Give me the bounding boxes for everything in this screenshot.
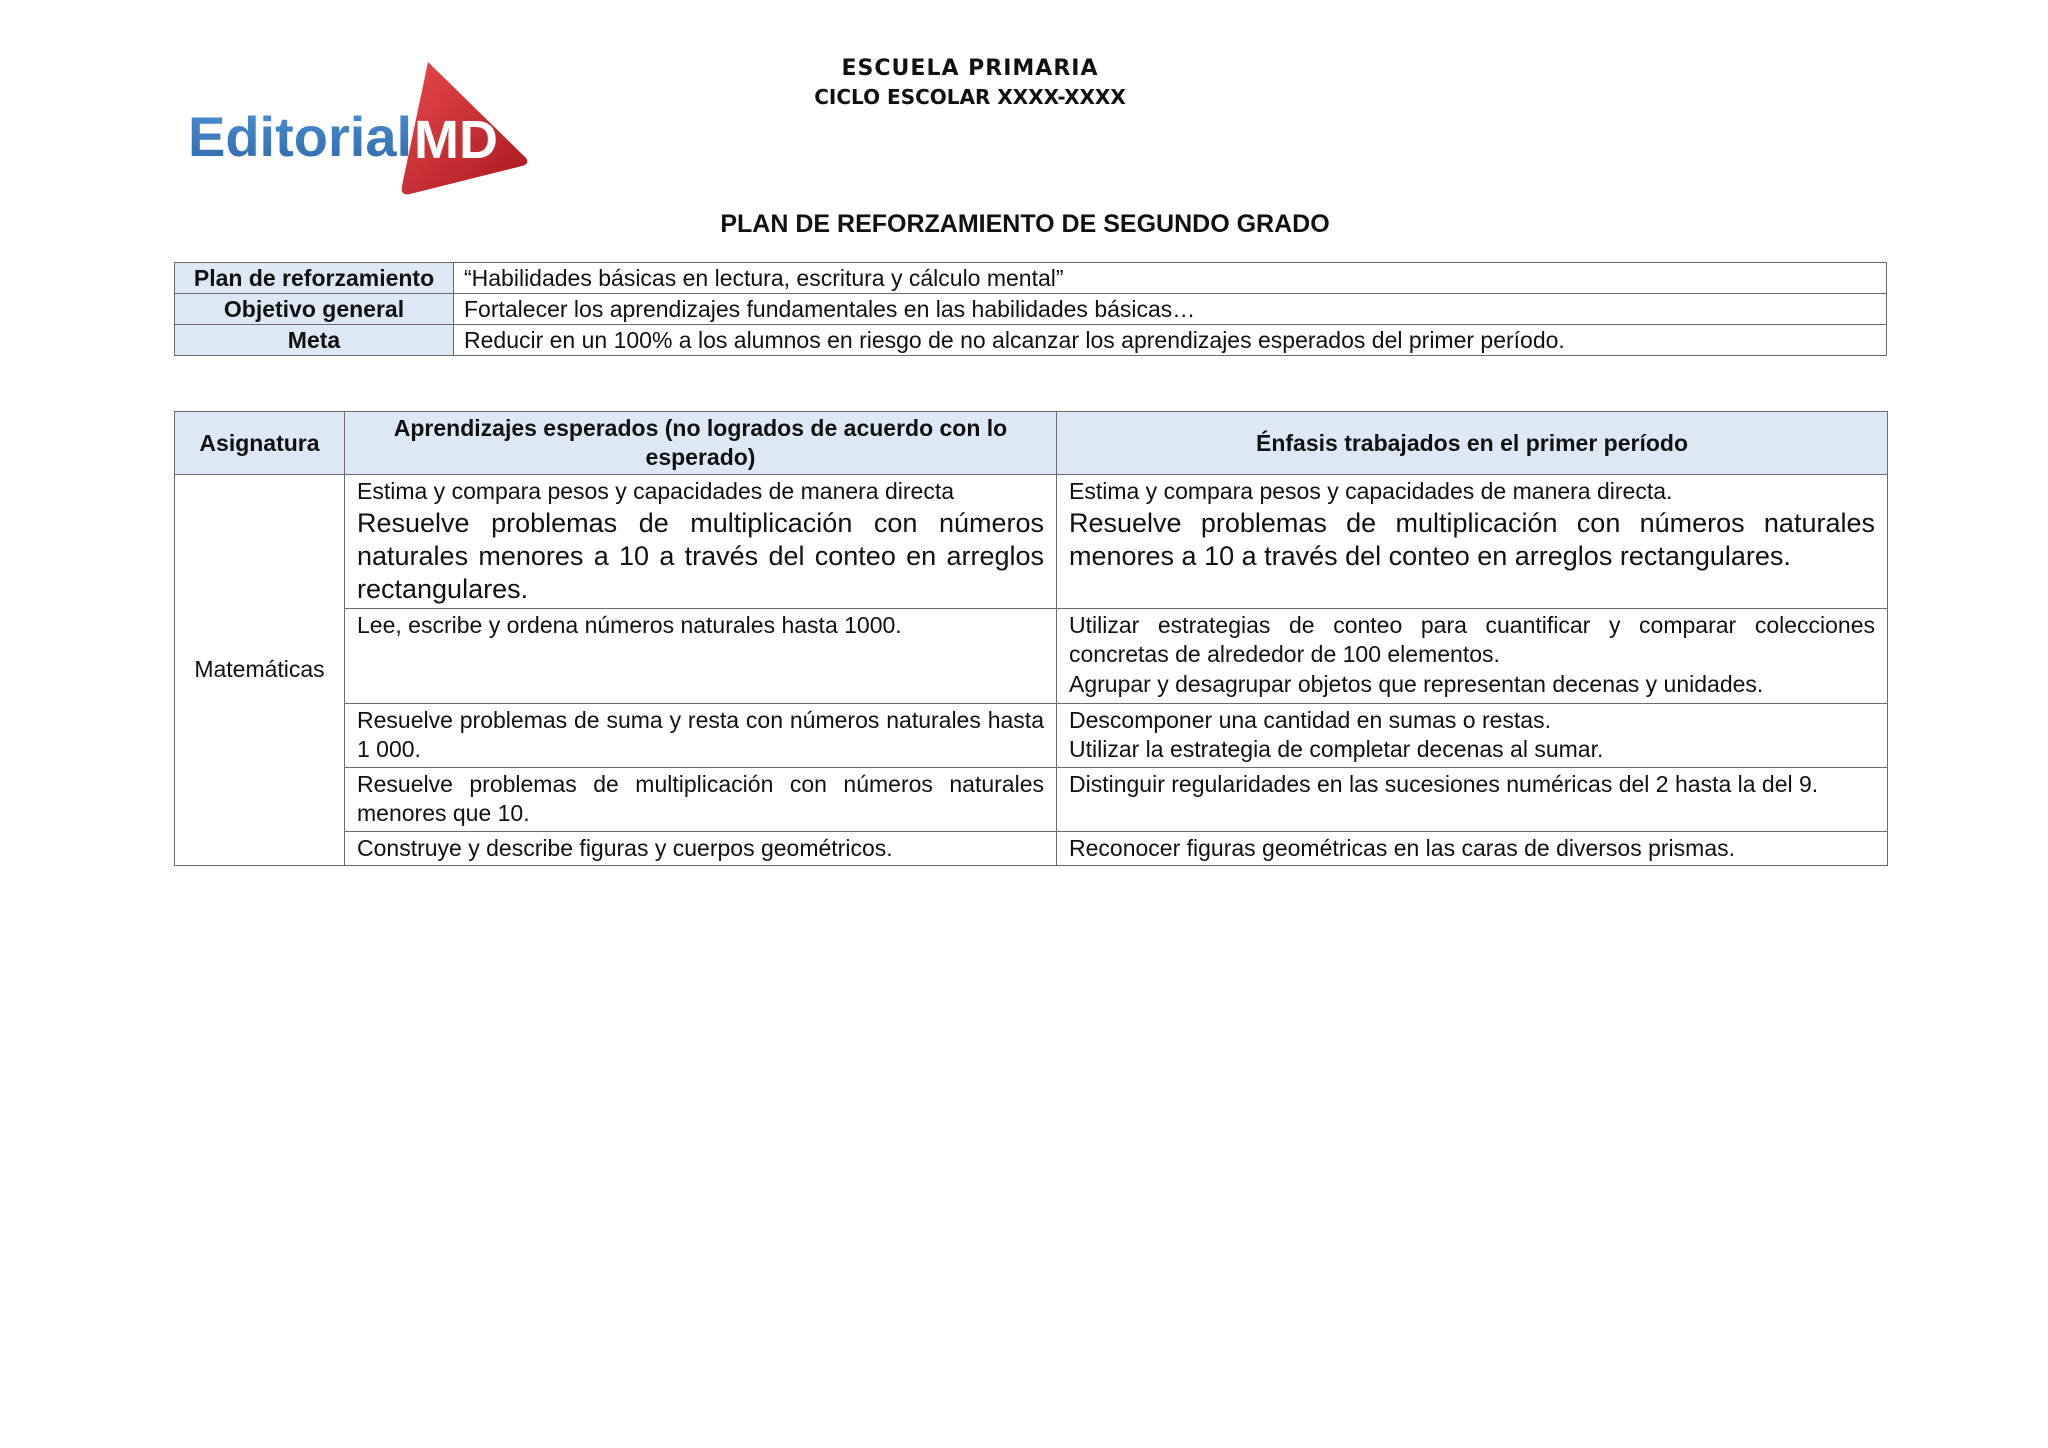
school-name: ESCUELA PRIMARIA bbox=[841, 56, 1099, 81]
table-row bbox=[175, 767, 1888, 831]
learning-cell bbox=[345, 475, 1057, 609]
svg-text:Editorial: Editorial bbox=[188, 105, 413, 168]
emphasis-line: Utilizar la estrategia de completar decenas al sumar. bbox=[1069, 736, 1604, 762]
learning-line: Resuelve problemas de multiplicación con números naturales menores a 10 a través del conteo en arreglos rectangulares. bbox=[357, 507, 1044, 604]
learning-line: Resuelve problemas de multiplicación con números naturales menores que 10. bbox=[357, 770, 1044, 826]
header-learning: Aprendizajes esperados (no logrados de acuerdo con lo esperado) bbox=[345, 412, 1057, 475]
learning-line: Construye y describe figuras y cuerpos geométricos. bbox=[357, 834, 893, 861]
emphasis-cell bbox=[1057, 703, 1888, 767]
header-emphasis: Énfasis trabajados en el primer período bbox=[1057, 412, 1888, 475]
info-value: “Habilidades básicas en lectura, escritura y cálculo mental” bbox=[454, 263, 1887, 294]
learning-table bbox=[174, 411, 1888, 866]
table-header-row bbox=[175, 412, 1888, 475]
learning-line: Resuelve problemas de suma y resta con números naturales hasta 1 000. bbox=[357, 706, 1044, 762]
emphasis-line: Estima y compara pesos y capacidades de manera directa. bbox=[1069, 478, 1673, 504]
emphasis-cell bbox=[1057, 831, 1888, 866]
editorial-md-logo bbox=[188, 58, 528, 198]
info-label: Plan de reforzamiento bbox=[175, 263, 454, 294]
school-header bbox=[660, 54, 1280, 110]
learning-line: Lee, escribe y ordena números naturales hasta 1000. bbox=[357, 611, 902, 638]
emphasis-line: Resuelve problemas de multiplicación con números naturales menores a 10 a través del conteo en arreglos rectangulares. bbox=[1069, 507, 1875, 571]
table-row bbox=[175, 475, 1888, 609]
emphasis-cell bbox=[1057, 608, 1888, 703]
learning-cell bbox=[345, 831, 1057, 866]
learning-cell bbox=[345, 703, 1057, 767]
table-row bbox=[175, 608, 1888, 703]
learning-cell bbox=[345, 608, 1057, 703]
learning-cell bbox=[345, 767, 1057, 831]
subject-cell: Matemáticas bbox=[175, 475, 345, 866]
info-row bbox=[175, 325, 1887, 356]
school-cycle: CICLO ESCOLAR XXXX-XXXX bbox=[814, 85, 1126, 109]
plan-title: PLAN DE REFORZAMIENTO DE SEGUNDO GRADO bbox=[720, 210, 1330, 238]
info-value: Reducir en un 100% a los alumnos en riesgo de no alcanzar los aprendizajes esperados del primer período. bbox=[454, 325, 1887, 356]
emphasis-cell bbox=[1057, 767, 1888, 831]
table-row bbox=[175, 831, 1888, 866]
emphasis-line: Reconocer figuras geométricas en las caras de diversos prismas. bbox=[1069, 834, 1736, 861]
table-row bbox=[175, 703, 1888, 767]
learning-line: Estima y compara pesos y capacidades de manera directa bbox=[357, 478, 955, 504]
emphasis-line: Descomponer una cantidad en sumas o restas. bbox=[1069, 706, 1551, 733]
info-row bbox=[175, 263, 1887, 294]
info-value: Fortalecer los aprendizajes fundamentales en las habilidades básicas… bbox=[454, 294, 1887, 325]
info-row bbox=[175, 294, 1887, 325]
emphasis-cell bbox=[1057, 475, 1888, 609]
info-label: Meta bbox=[175, 325, 454, 356]
emphasis-line: Utilizar estrategias de conteo para cuantificar y comparar colecciones concretas de alrededor de 100 elementos. bbox=[1069, 611, 1875, 667]
svg-text:MD: MD bbox=[414, 110, 498, 170]
emphasis-line: Distinguir regularidades en las sucesiones numéricas del 2 hasta la del 9. bbox=[1069, 770, 1819, 797]
emphasis-line: Agrupar y desagrupar objetos que representan decenas y unidades. bbox=[1069, 670, 1764, 697]
plan-info-table bbox=[174, 262, 1887, 356]
info-label: Objetivo general bbox=[175, 294, 454, 325]
header-subject: Asignatura bbox=[175, 412, 345, 475]
